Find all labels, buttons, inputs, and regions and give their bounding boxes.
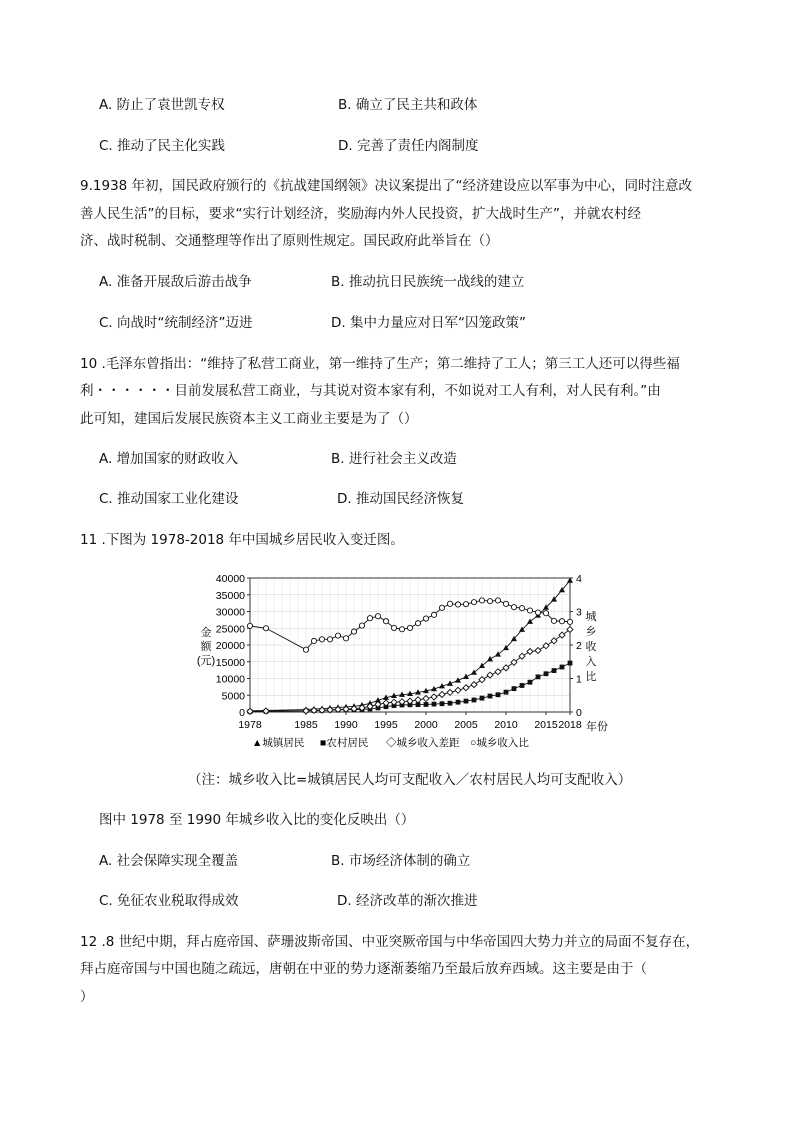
point-square	[528, 680, 533, 685]
x-tick-label: 2000	[414, 719, 438, 731]
q12-line-1: 12 .8 世纪中期，拜占庭帝国、萨珊波斯帝国、中亚突厥帝国与中华帝国四大势力并立的局面不复存在，	[80, 934, 700, 950]
point-diamond	[463, 685, 469, 691]
q9-option-b: B. 推动抗日民族统一战线的建立	[331, 274, 525, 290]
x-axis	[238, 712, 582, 731]
q8-option-d: D. 完善了责任内阁制度	[338, 138, 479, 154]
point-circle	[527, 608, 532, 613]
point-diamond	[479, 677, 485, 683]
point-circle	[487, 599, 492, 604]
point-square	[472, 698, 477, 703]
point-diamond	[527, 649, 533, 655]
y-right-label-char: 比	[585, 671, 597, 683]
point-diamond	[503, 665, 509, 671]
point-circle	[311, 638, 316, 643]
chart-legend	[252, 736, 529, 749]
q9-option-a: A. 准备开展敌后游击战争	[99, 274, 252, 290]
point-circle	[247, 623, 252, 628]
q9-number: 9.	[80, 178, 93, 194]
point-diamond	[423, 696, 429, 702]
x-tick-label: 1990	[334, 719, 358, 731]
y-left-tick-label: 35000	[215, 589, 245, 602]
q8-option-c: C. 推动了民主化实践	[99, 138, 226, 154]
point-diamond	[439, 691, 445, 697]
q10-option-d: D. 推动国民经济恢复	[337, 491, 464, 507]
point-square	[448, 701, 453, 706]
point-diamond	[455, 687, 461, 693]
point-circle	[351, 629, 356, 634]
q12-line-3: ）	[80, 989, 94, 1005]
point-circle	[423, 616, 428, 621]
x-axis-label: 年份	[586, 721, 608, 733]
y-right-label	[586, 610, 597, 683]
point-circle	[407, 625, 412, 630]
y-left-tick-label: 5000	[221, 690, 245, 703]
q9-line-2: 善人民生活”的目标，要求“实行计划经济，奖励海内外人民投资，扩大战时生产”，并就农村经	[80, 206, 641, 222]
q12-number: 12 .	[80, 934, 106, 950]
point-circle	[399, 627, 404, 632]
point-square	[464, 699, 469, 704]
point-square	[424, 702, 429, 707]
point-square	[560, 665, 565, 670]
point-circle	[263, 626, 268, 631]
y-right-axis	[570, 573, 582, 719]
y-left-tick-label: 10000	[215, 673, 245, 686]
point-triangle	[527, 619, 533, 624]
point-diamond	[471, 682, 477, 688]
y-right-label-char: 乡	[585, 626, 597, 638]
point-triangle	[495, 651, 501, 656]
q11-number: 11 .	[80, 532, 106, 548]
q10-option-a: A. 增加国家的财政收入	[99, 451, 239, 467]
point-square	[536, 674, 541, 679]
legend-item: ■农村居民	[320, 737, 369, 749]
point-square	[568, 661, 573, 666]
point-circle	[335, 633, 340, 638]
y-left-tick-label: 40000	[215, 573, 245, 585]
point-square	[520, 683, 525, 688]
income-chart	[190, 572, 620, 764]
point-diamond	[415, 697, 421, 703]
q9-option-d: D. 集中力量应对日军“囚笼政策”	[331, 315, 526, 331]
point-diamond	[431, 694, 437, 700]
q11-option-b: B. 市场经济体制的确立	[331, 853, 471, 869]
q11-question: 图中 1978 至 1990 年城乡收入比的变化反映出（）	[99, 812, 415, 828]
q11-intro: 11 .下图为 1978-2018 年中国城乡居民收入变迁图。	[80, 532, 404, 548]
q11-option-d: D. 经济改革的渐次推进	[337, 893, 478, 909]
x-tick-label: 2010	[494, 719, 518, 731]
y-left-tick-label: 25000	[215, 623, 245, 636]
y-right-tick-label: 2	[576, 640, 582, 652]
point-circle	[415, 621, 420, 626]
y-left-axis	[216, 573, 250, 719]
y-left-label-3: (元)	[196, 655, 216, 667]
point-diamond	[495, 669, 501, 675]
point-square	[480, 696, 485, 701]
point-square	[512, 686, 517, 691]
point-circle	[543, 611, 548, 616]
y-left-tick-label: 0	[239, 707, 245, 719]
point-square	[496, 692, 501, 697]
point-circle	[471, 600, 476, 605]
q12-line-2: 拜占庭帝国与中国也随之疏远，唐朝在中亚的势力逐渐萎缩乃至最后放弃西域。这主要是由于（	[80, 961, 647, 977]
q10-line-1: 10 .毛泽东曾指出：“维持了私营工商业，第一维持了生产；第二维持了工人；第三工人还可以得些福	[80, 356, 680, 372]
q10-option-b: B. 进行社会主义改造	[331, 451, 457, 467]
q10-line-2: 利・・・・・・目前发展私营工商业，与其说对资本家有利，不如说对工人有利，对人民有利。”由	[80, 383, 661, 399]
point-circle	[559, 619, 564, 624]
y-left-tick-label: 30000	[215, 606, 245, 619]
point-triangle	[479, 663, 485, 668]
point-diamond	[559, 632, 565, 638]
point-diamond	[543, 643, 549, 649]
point-square	[440, 701, 445, 706]
point-triangle	[463, 674, 469, 679]
point-circle	[375, 614, 380, 619]
q10-line-3: 此可知，建国后发展民族资本主义工商业主要是为了（）	[80, 411, 418, 427]
q9-option-c: C. 向战时“统制经济”迈进	[99, 315, 253, 331]
y-left-label-2: 额	[200, 641, 212, 653]
y-right-label-char: 入	[585, 656, 597, 668]
legend-item: ▲城镇居民	[252, 737, 305, 749]
y-right-tick-label: 1	[576, 673, 582, 686]
point-circle	[551, 618, 556, 623]
point-circle	[535, 610, 540, 615]
y-left-label-1: 金	[200, 627, 212, 639]
point-circle	[463, 602, 468, 607]
point-square	[456, 700, 461, 705]
x-tick-label: 2015	[534, 719, 558, 731]
point-circle	[511, 605, 516, 610]
point-circle	[495, 598, 500, 603]
q9-line-3: 济、战时税制、交通整理等作出了原则性规定。国民政府此举旨在（）	[80, 233, 499, 249]
point-circle	[359, 623, 364, 628]
legend-item: ○城乡收入比	[470, 737, 529, 749]
q9-line-1: 9.1938 年初，国民政府颁行的《抗战建国纲领》决议案提出了“经济建设应以军事为中心，同时注意改	[80, 178, 693, 194]
point-circle	[431, 612, 436, 617]
point-circle	[327, 637, 332, 642]
point-diamond	[551, 638, 557, 644]
point-circle	[367, 616, 372, 621]
point-square	[544, 671, 549, 676]
y-left-tick-label: 20000	[215, 640, 245, 652]
point-circle	[567, 619, 572, 624]
point-circle	[503, 601, 508, 606]
point-diamond	[487, 672, 493, 678]
y-right-tick-label: 3	[576, 606, 582, 619]
point-circle	[391, 625, 396, 630]
q8-option-b: B. 确立了民主共和政体	[338, 97, 478, 113]
q11-option-a: A. 社会保障实现全覆盖	[99, 853, 239, 869]
point-circle	[439, 605, 444, 610]
q11-option-c: C. 免征农业税取得成效	[99, 893, 239, 909]
point-circle	[383, 619, 388, 624]
point-circle	[343, 636, 348, 641]
point-triangle	[471, 669, 477, 674]
point-diamond	[535, 648, 541, 654]
x-tick-label: 1985	[294, 719, 318, 731]
y-right-label-char: 收	[585, 641, 597, 653]
q10-option-c: C. 推动国家工业化建设	[99, 491, 239, 507]
point-diamond	[447, 689, 453, 695]
point-diamond	[567, 626, 573, 632]
q11-note: （注：城乡收入比=城镇居民人均可支配收入／农村居民人均可支配收入）	[188, 772, 632, 788]
point-circle	[479, 598, 484, 603]
point-circle	[319, 637, 324, 642]
point-triangle	[487, 656, 493, 661]
y-left-tick-label: 15000	[215, 656, 245, 669]
q8-option-a: A. 防止了袁世凯专权	[99, 97, 225, 113]
point-circle	[447, 601, 452, 606]
point-circle	[303, 647, 308, 652]
point-square	[552, 668, 557, 673]
q10-number: 10 .	[80, 356, 106, 372]
x-tick-label: 1995	[374, 719, 398, 731]
legend-item: ◇城乡收入差距	[386, 737, 460, 749]
point-square	[432, 702, 437, 707]
point-circle	[455, 602, 460, 607]
y-right-label-char: 城	[585, 611, 597, 623]
x-tick-label: 1978	[238, 719, 262, 731]
y-right-tick-label: 0	[576, 707, 582, 719]
point-square	[504, 690, 509, 695]
point-circle	[519, 606, 524, 611]
x-tick-label: 2018	[558, 719, 582, 731]
y-right-tick-label: 4	[576, 573, 582, 585]
point-square	[488, 694, 493, 699]
x-tick-label: 2005	[454, 719, 478, 731]
